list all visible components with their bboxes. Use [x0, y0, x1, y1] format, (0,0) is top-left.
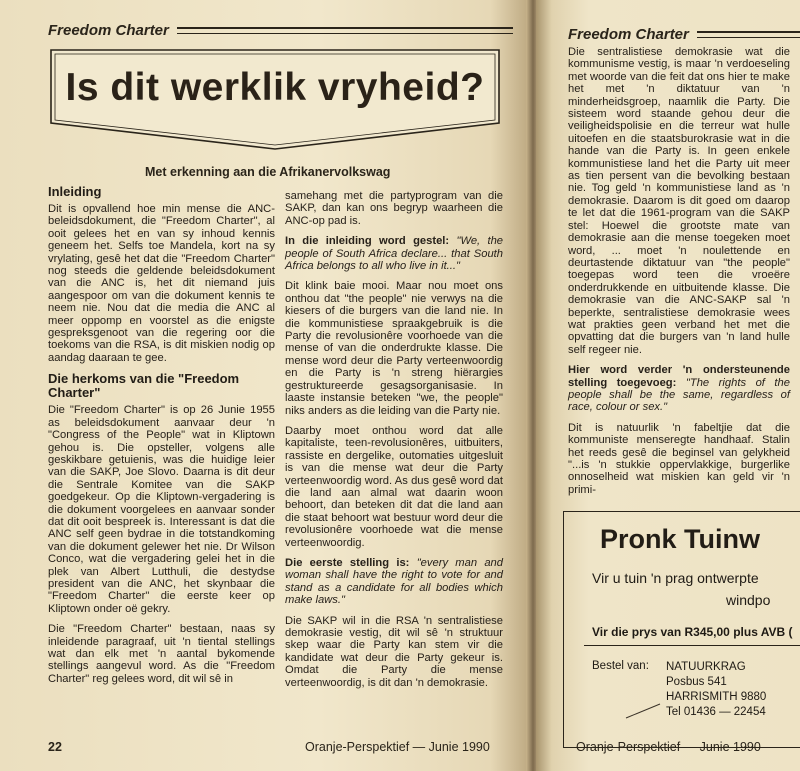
column-2 — [285, 190, 503, 697]
heading-herkoms: Die herkoms van die "Freedom Charter" — [48, 371, 240, 401]
pen-mark-icon — [624, 700, 664, 720]
ad-address — [666, 660, 766, 720]
advertisement — [563, 511, 800, 748]
paragraph: Dit is opvallend hoe min mense die ANC-beleidsdokument, die "Freedom Charter", al ooit gelees het en van sy inhoud kennis geneem het. Selfs toe Mandela, kort na sy vrylating, gesê het dat die "Freedom Charter" nog steeds die geldende beleidsdokument van die ANC is, het dit niemand juis aangespoor om van die dokument kennis te neem nie. Nou dat die media die ANC al meer oppomp en voorstel as die enigste gespreksgenoot van die regering oor die toekoms van die RSA, is dit miskien nodig op aandag daaraan te gee. — [48, 203, 275, 364]
subtitle: Met erkenning aan die Afrikanervolkswag — [145, 165, 391, 179]
ad-address-line: Posbus 541 — [666, 676, 727, 688]
ad-title: Pronk Tuinw — [600, 524, 760, 554]
ad-tagline-2: windpo — [726, 592, 771, 608]
running-head-title: Freedom Charter — [48, 22, 169, 39]
heading-inleiding: Inleiding — [48, 184, 102, 199]
paragraph: Daarby moet onthou word dat alle kapitaliste, teen-revolusionêres, uitbuiters, rassiste en dergelike, outomaties uitgesluit is van die mense wat deur die Party verteenwoordig word. As dus gesê word dat die land aan almal wat daarin woon behoort, dan beteken dit dat die land aan die staat behoort wat bestuur word deur die revolusionêre voorhoede wat die mense verteenwoordig. — [285, 424, 503, 549]
footer: Oranje-Perspektief — Junie 1990 — [576, 740, 761, 754]
paragraph: Dit is natuurlik 'n fabeltjie dat die kommuniste menseregte handhaaf. Stalin het reeds gesê die beginsel van gelykheid "...is 'n stukkie oppervlakkige, burgerlike onnoselheid wat miskien kan geld vir 'n primi- — [568, 421, 790, 496]
footer: Oranje-Perspektief — Junie 1990 — [305, 740, 490, 754]
headline: Is dit werklik vryheid? — [65, 66, 485, 109]
lead-bold: Hier word verder 'n ondersteunende stelling toegevoeg: — [568, 364, 790, 389]
column-1 — [48, 185, 275, 693]
ad-order-label: Bestel van: — [592, 660, 649, 672]
ad-divider — [584, 645, 800, 646]
paragraph: samehang met die partyprogram van die SAKP, dan kan ons begryp waarheen die ANC-op pad is. — [285, 190, 503, 227]
lead-quote: "The rights of the people shall be the same, regardless of race, colour or sex." — [568, 376, 790, 414]
ad-tagline: Vir u tuin 'n prag ontwerpte — [592, 570, 759, 586]
lead-paragraph — [285, 557, 503, 607]
running-head-rule — [177, 27, 513, 34]
ad-price: Vir die prys van R345,00 plus AVB ( — [592, 625, 793, 639]
paragraph: Die "Freedom Charter" is op 26 Junie 1955 as beleidsdokument aanvaar deur 'n "Congress of the People" wat in Kliptown gehou is. Die opsteller, volgens alle geskikbare getuienis, was die huidige leier van die SAKP, Joe Slovo. Daarna is dit deur die Sentrale Komitee van die SAKP goedgekeur. Op die Kliptown-vergadering is die dokument voorgelees en aanvaar sonder dat dit ooit bespreek is. Interessant is dat die ANC self geen bydrae in die totstandkoming van die dokument gelewer het nie. Dr Wilson Conco, wat die vergadering gelei het in die plek van Albert Lutthuli, die destydse president van die ANC, het skynbaar die "Freedom Charter" die eerste keer op Kliptown onder oë gekry. — [48, 404, 275, 615]
page-number: 22 — [48, 740, 62, 754]
paragraph: Dit klink baie mooi. Maar nou moet ons onthou dat "the people" nie verwys na die kiesers of die burgers van die land nie. In die kommunistiese spraakgebruik is die Party die revolusionêre voorhoede van die mense of van die onderdrukte klasse. Die mense word deur die Party verteenwoordig en die Party is 'n streng hiërargies gestruktureerde gesagsorganisasie. In laaste instansie beteken "we, the people" niks anders as die leiding van die Party nie. — [285, 280, 503, 417]
lead-quote: "We, the people of South Africa declare... that South Africa belongs to all who live in it..." — [285, 235, 504, 273]
ad-address-line: Tel 01436 — 22454 — [666, 706, 766, 718]
headline-banner — [50, 48, 500, 151]
column-3 — [568, 46, 790, 504]
running-head-title: Freedom Charter — [568, 26, 689, 43]
paragraph: Die sentralistiese demokrasie wat die kommunisme vestig, is maar 'n verdoeseling met woorde van die feit dat ons hier te make het met 'n diktatuur van 'n minderheidsgroep, naamlik die Party. Die sisteem word staande gehou deur die veiligheidspolisie en die terreur wat hulle uitoefen en die staatsburokrasie wat in die hande van die Party is. In geen enkele kommunistiese land het die Party uit meer as tien persent van die bevolking bestaan nie. Tog geld 'n kommunistiese land as 'n demokrasie. Daarom is dit goed om daarop te let dat die 1961-program van die SAKP stel: Hoewel die grootste mate van demokrasie aan die mense toegeken moet word, ... moet 'n noulettende en deurtastende diktatuur van "the people" toegepas word teen die vroeëre onderdrukkende en uitbuitende klasse. Die demokrasie van die ANC-SAKP sal 'n beperkte, sentralistiese demokrasie wees wat prakties geen verband het met die opvatting dat die burgers van 'n land hulle self regeer nie. — [568, 46, 790, 356]
lead-paragraph — [568, 364, 790, 414]
running-head — [568, 26, 800, 43]
running-head-rule — [697, 31, 800, 38]
lead-bold: In die inleiding word gestel: — [285, 235, 450, 248]
running-head — [48, 22, 513, 39]
paragraph: Die SAKP wil in die RSA 'n sentralistiese demokrasie vestig, dit wil sê 'n struktuur skep waar die Party kan stem vir die kandidate wat deur die Party gekeur is. Omdat die Party die mense verteenwoordig, is dit dan 'n demokrasie. — [285, 614, 503, 689]
lead-quote: "every man and woman shall have the right to vote for and stand as a candidate for all bodies which make laws." — [285, 556, 504, 607]
lead-paragraph — [285, 235, 503, 272]
lead-bold: Die eerste stelling is: — [285, 556, 410, 569]
ad-address-line: HARRISMITH 9880 — [666, 691, 767, 703]
ad-address-line: NATUURKRAG — [666, 661, 746, 673]
paragraph: Die "Freedom Charter" bestaan, naas sy inleidende paragraaf, uit 'n tiental stellings wat dan elk met 'n aantal bykomende stellings aangevul word. As die "Freedom Charter" reg gelees word, dit wil sê in — [48, 623, 275, 685]
